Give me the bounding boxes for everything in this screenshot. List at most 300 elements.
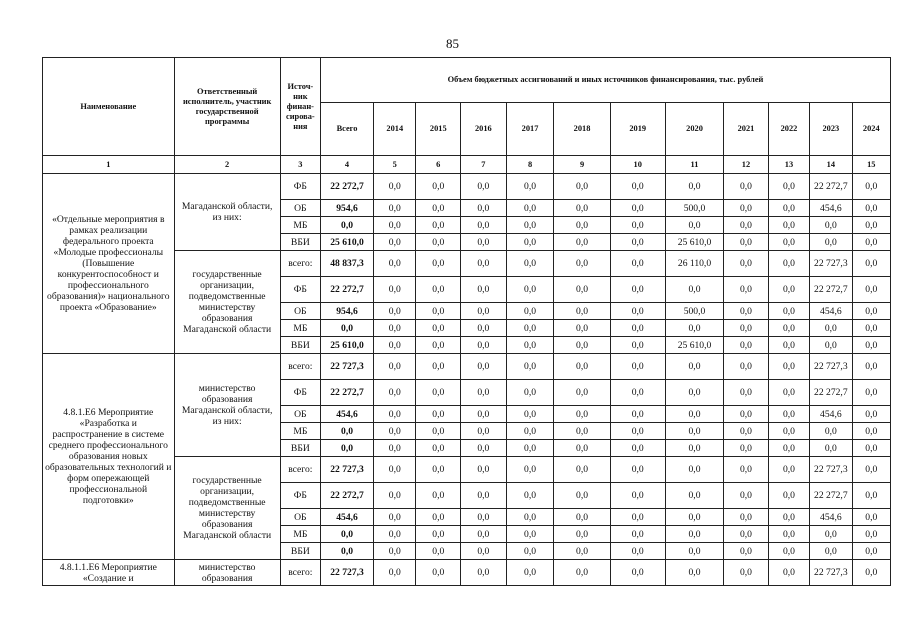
- year-value: 0,0: [506, 200, 554, 217]
- year-value: 0,0: [610, 337, 665, 354]
- year-value: 0,0: [416, 303, 461, 320]
- year-value: 0,0: [374, 440, 416, 457]
- year-value: 0,0: [374, 251, 416, 277]
- year-value: 0,0: [724, 560, 769, 586]
- year-value: 0,0: [852, 440, 890, 457]
- year-value: 22 272,7: [810, 483, 852, 509]
- year-value: 0,0: [724, 337, 769, 354]
- year-value: 0,0: [416, 337, 461, 354]
- year-value: 0,0: [724, 457, 769, 483]
- header-total: Всего: [321, 103, 374, 156]
- year-value: 0,0: [461, 217, 507, 234]
- year-value: 0,0: [852, 380, 890, 406]
- year-value: 0,0: [506, 174, 554, 200]
- year-value: 0,0: [374, 217, 416, 234]
- year-value: 0,0: [554, 457, 610, 483]
- year-value: 500,0: [665, 303, 723, 320]
- row-total: 0,0: [321, 440, 374, 457]
- year-value: 0,0: [554, 200, 610, 217]
- column-number: 7: [461, 156, 507, 174]
- row-total: 22 727,3: [321, 560, 374, 586]
- year-value: 0,0: [610, 457, 665, 483]
- row-total: 0,0: [321, 526, 374, 543]
- year-value: 0,0: [768, 406, 809, 423]
- year-value: 0,0: [374, 337, 416, 354]
- year-value: 0,0: [768, 440, 809, 457]
- row-total: 25 610,0: [321, 234, 374, 251]
- year-value: 0,0: [506, 423, 554, 440]
- year-value: 0,0: [852, 543, 890, 560]
- year-value: 0,0: [506, 406, 554, 423]
- row-total: 22 727,3: [321, 354, 374, 380]
- funding-source: всего:: [280, 354, 320, 380]
- year-value: 0,0: [610, 526, 665, 543]
- year-value: 0,0: [506, 526, 554, 543]
- year-value: 0,0: [610, 483, 665, 509]
- year-value: 0,0: [768, 217, 809, 234]
- funding-source: всего:: [280, 560, 320, 586]
- funding-source: ОБ: [280, 200, 320, 217]
- year-value: 0,0: [724, 380, 769, 406]
- year-value: 0,0: [665, 406, 723, 423]
- header-year: 2017: [506, 103, 554, 156]
- header-executor: Ответственный исполнитель, участник государственной программы: [174, 58, 280, 156]
- year-value: 0,0: [610, 174, 665, 200]
- funding-source: МБ: [280, 320, 320, 337]
- year-value: 0,0: [724, 543, 769, 560]
- funding-source: ОБ: [280, 303, 320, 320]
- year-value: 0,0: [610, 303, 665, 320]
- year-value: 0,0: [506, 354, 554, 380]
- year-value: 0,0: [665, 354, 723, 380]
- year-value: 0,0: [374, 320, 416, 337]
- year-value: 0,0: [852, 303, 890, 320]
- row-executor: министерство образования: [174, 560, 280, 586]
- year-value: 0,0: [461, 234, 507, 251]
- year-value: 0,0: [724, 509, 769, 526]
- row-total: 48 837,3: [321, 251, 374, 277]
- row-executor: государственные организации, подведомственные министерству образования Магаданской области: [174, 251, 280, 354]
- year-value: 500,0: [665, 200, 723, 217]
- column-number: 14: [810, 156, 852, 174]
- column-number: 1: [43, 156, 175, 174]
- year-value: 0,0: [768, 380, 809, 406]
- year-value: 0,0: [810, 440, 852, 457]
- row-name: «Отдельные мероприятия в рамках реализации федерального проекта «Молодые профессионалы (Повышение конкурентоспособност и профессионального образования)» национального проекта «Образование»: [43, 174, 175, 354]
- year-value: 0,0: [461, 406, 507, 423]
- year-value: 22 272,7: [810, 277, 852, 303]
- year-value: 0,0: [852, 174, 890, 200]
- year-value: 0,0: [768, 457, 809, 483]
- header-source: Источ-ник финан-сирова-ния: [280, 58, 320, 156]
- year-value: 22 272,7: [810, 174, 852, 200]
- year-value: 0,0: [554, 440, 610, 457]
- header-year: 2018: [554, 103, 610, 156]
- year-value: 0,0: [768, 251, 809, 277]
- year-value: 0,0: [768, 303, 809, 320]
- year-value: 0,0: [768, 337, 809, 354]
- row-name: 4.8.1.1.Е6 Мероприятие «Создание и: [43, 560, 175, 586]
- row-total: 954,6: [321, 303, 374, 320]
- year-value: 0,0: [768, 526, 809, 543]
- year-value: 0,0: [852, 509, 890, 526]
- year-value: 0,0: [768, 234, 809, 251]
- page-number: 85: [446, 36, 459, 51]
- year-value: 0,0: [665, 217, 723, 234]
- year-value: 0,0: [665, 320, 723, 337]
- year-value: 22 727,3: [810, 560, 852, 586]
- year-value: 0,0: [665, 277, 723, 303]
- year-value: 0,0: [852, 337, 890, 354]
- budget-table: [42, 57, 891, 586]
- year-value: 0,0: [665, 440, 723, 457]
- year-value: 0,0: [416, 423, 461, 440]
- column-number: 10: [610, 156, 665, 174]
- year-value: 0,0: [554, 303, 610, 320]
- year-value: 0,0: [810, 234, 852, 251]
- year-value: 0,0: [852, 526, 890, 543]
- year-value: 0,0: [506, 440, 554, 457]
- year-value: 0,0: [554, 483, 610, 509]
- funding-source: ВБИ: [280, 543, 320, 560]
- funding-source: ФБ: [280, 380, 320, 406]
- year-value: 0,0: [610, 560, 665, 586]
- funding-source: ВБИ: [280, 440, 320, 457]
- year-value: 0,0: [852, 423, 890, 440]
- year-value: 0,0: [852, 320, 890, 337]
- year-value: 0,0: [724, 320, 769, 337]
- year-value: 0,0: [461, 457, 507, 483]
- year-value: 0,0: [724, 483, 769, 509]
- header-name: Наименование: [43, 58, 175, 156]
- year-value: 0,0: [852, 483, 890, 509]
- year-value: 0,0: [506, 277, 554, 303]
- year-value: 0,0: [416, 509, 461, 526]
- year-value: 0,0: [724, 303, 769, 320]
- year-value: 0,0: [416, 200, 461, 217]
- year-value: 0,0: [610, 251, 665, 277]
- row-total: 22 272,7: [321, 174, 374, 200]
- year-value: 0,0: [461, 423, 507, 440]
- year-value: 0,0: [374, 200, 416, 217]
- column-number: 13: [768, 156, 809, 174]
- year-value: 0,0: [610, 543, 665, 560]
- year-value: 0,0: [506, 217, 554, 234]
- year-value: 0,0: [461, 543, 507, 560]
- year-value: 0,0: [461, 483, 507, 509]
- year-value: 0,0: [416, 354, 461, 380]
- year-value: 0,0: [554, 277, 610, 303]
- year-value: 0,0: [374, 457, 416, 483]
- year-value: 0,0: [416, 380, 461, 406]
- year-value: 0,0: [554, 406, 610, 423]
- year-value: 0,0: [724, 423, 769, 440]
- header-year: 2023: [810, 103, 852, 156]
- year-value: 0,0: [724, 217, 769, 234]
- year-value: 0,0: [810, 543, 852, 560]
- year-value: 0,0: [665, 423, 723, 440]
- year-value: 0,0: [852, 457, 890, 483]
- year-value: 0,0: [554, 543, 610, 560]
- row-executor: государственные организации, подведомственные министерству образования Магаданской области: [174, 457, 280, 560]
- year-value: 0,0: [610, 277, 665, 303]
- year-value: 0,0: [810, 337, 852, 354]
- year-value: 0,0: [461, 380, 507, 406]
- funding-source: ФБ: [280, 483, 320, 509]
- year-value: 0,0: [665, 174, 723, 200]
- header-year: 2016: [461, 103, 507, 156]
- funding-source: МБ: [280, 217, 320, 234]
- year-value: 0,0: [852, 200, 890, 217]
- year-value: 0,0: [416, 277, 461, 303]
- year-value: 0,0: [416, 440, 461, 457]
- column-number: 8: [506, 156, 554, 174]
- funding-source: ВБИ: [280, 337, 320, 354]
- year-value: 0,0: [768, 320, 809, 337]
- year-value: 0,0: [416, 457, 461, 483]
- funding-source: ФБ: [280, 174, 320, 200]
- year-value: 22 727,3: [810, 251, 852, 277]
- row-executor: Магаданской области, из них:: [174, 174, 280, 251]
- year-value: 0,0: [461, 277, 507, 303]
- year-value: 0,0: [506, 457, 554, 483]
- column-number: 2: [174, 156, 280, 174]
- year-value: 0,0: [374, 543, 416, 560]
- year-value: 0,0: [554, 174, 610, 200]
- header-year: 2024: [852, 103, 890, 156]
- year-value: 22 727,3: [810, 354, 852, 380]
- year-value: 0,0: [374, 277, 416, 303]
- row-total: 0,0: [321, 217, 374, 234]
- header-year: 2022: [768, 103, 809, 156]
- year-value: 0,0: [724, 406, 769, 423]
- year-value: 0,0: [461, 251, 507, 277]
- year-value: 0,0: [506, 303, 554, 320]
- year-value: 0,0: [810, 526, 852, 543]
- year-value: 0,0: [610, 217, 665, 234]
- funding-source: МБ: [280, 423, 320, 440]
- row-total: 0,0: [321, 543, 374, 560]
- year-value: 454,6: [810, 406, 852, 423]
- header-year: 2014: [374, 103, 416, 156]
- row-executor: министерство образования Магаданской области, из них:: [174, 354, 280, 457]
- year-value: 0,0: [768, 560, 809, 586]
- year-value: 0,0: [416, 406, 461, 423]
- header-year: 2021: [724, 103, 769, 156]
- year-value: 454,6: [810, 303, 852, 320]
- row-total: 22 727,3: [321, 457, 374, 483]
- year-value: 0,0: [461, 440, 507, 457]
- year-value: 0,0: [374, 406, 416, 423]
- year-value: 0,0: [374, 303, 416, 320]
- column-number: 11: [665, 156, 723, 174]
- table-row: [43, 560, 891, 586]
- column-number: 9: [554, 156, 610, 174]
- row-total: 22 272,7: [321, 380, 374, 406]
- year-value: 0,0: [610, 320, 665, 337]
- year-value: 0,0: [374, 526, 416, 543]
- year-value: 0,0: [724, 354, 769, 380]
- year-value: 0,0: [374, 483, 416, 509]
- funding-source: ОБ: [280, 509, 320, 526]
- year-value: 0,0: [768, 543, 809, 560]
- year-value: 0,0: [852, 406, 890, 423]
- row-total: 0,0: [321, 423, 374, 440]
- funding-source: ОБ: [280, 406, 320, 423]
- funding-source: всего:: [280, 251, 320, 277]
- year-value: 0,0: [374, 174, 416, 200]
- year-value: 0,0: [768, 200, 809, 217]
- row-total: 954,6: [321, 200, 374, 217]
- table-row: [43, 354, 891, 380]
- year-value: 0,0: [810, 217, 852, 234]
- year-value: 0,0: [506, 509, 554, 526]
- table-row: [43, 174, 891, 200]
- year-value: 454,6: [810, 509, 852, 526]
- year-value: 0,0: [506, 483, 554, 509]
- year-value: 0,0: [554, 423, 610, 440]
- year-value: 0,0: [416, 560, 461, 586]
- year-value: 0,0: [852, 277, 890, 303]
- year-value: 25 610,0: [665, 337, 723, 354]
- year-value: 0,0: [416, 320, 461, 337]
- year-value: 0,0: [665, 560, 723, 586]
- year-value: 0,0: [665, 483, 723, 509]
- year-value: 0,0: [768, 423, 809, 440]
- year-value: 0,0: [374, 509, 416, 526]
- year-value: 0,0: [461, 200, 507, 217]
- funding-source: ВБИ: [280, 234, 320, 251]
- year-value: 0,0: [461, 354, 507, 380]
- header-funding-title: Объем бюджетных ассигнований и иных источников финансирования, тыс. рублей: [321, 58, 891, 103]
- year-value: 0,0: [610, 234, 665, 251]
- column-number: 4: [321, 156, 374, 174]
- year-value: 0,0: [374, 354, 416, 380]
- year-value: 0,0: [506, 380, 554, 406]
- year-value: 0,0: [461, 509, 507, 526]
- year-value: 0,0: [506, 337, 554, 354]
- year-value: 25 610,0: [665, 234, 723, 251]
- year-value: 0,0: [665, 380, 723, 406]
- year-value: 0,0: [810, 423, 852, 440]
- header-year: 2020: [665, 103, 723, 156]
- year-value: 0,0: [665, 543, 723, 560]
- year-value: 0,0: [461, 526, 507, 543]
- year-value: 0,0: [810, 320, 852, 337]
- year-value: 0,0: [506, 234, 554, 251]
- year-value: 0,0: [554, 337, 610, 354]
- column-number: 3: [280, 156, 320, 174]
- year-value: 0,0: [665, 457, 723, 483]
- year-value: 454,6: [810, 200, 852, 217]
- year-value: 0,0: [461, 320, 507, 337]
- year-value: 0,0: [852, 560, 890, 586]
- year-value: 0,0: [554, 509, 610, 526]
- year-value: 0,0: [461, 174, 507, 200]
- year-value: 0,0: [374, 380, 416, 406]
- year-value: 0,0: [768, 483, 809, 509]
- year-value: 0,0: [724, 251, 769, 277]
- year-value: 0,0: [610, 406, 665, 423]
- year-value: 0,0: [506, 320, 554, 337]
- year-value: 0,0: [724, 174, 769, 200]
- year-value: 0,0: [374, 423, 416, 440]
- year-value: 0,0: [416, 543, 461, 560]
- year-value: 0,0: [724, 200, 769, 217]
- year-value: 0,0: [461, 303, 507, 320]
- year-value: 0,0: [554, 217, 610, 234]
- year-value: 0,0: [554, 526, 610, 543]
- year-value: 0,0: [554, 234, 610, 251]
- year-value: 0,0: [768, 277, 809, 303]
- year-value: 0,0: [554, 560, 610, 586]
- year-value: 0,0: [554, 354, 610, 380]
- year-value: 0,0: [768, 354, 809, 380]
- column-number: 5: [374, 156, 416, 174]
- year-value: 0,0: [506, 251, 554, 277]
- year-value: 0,0: [461, 337, 507, 354]
- year-value: 0,0: [768, 174, 809, 200]
- year-value: 0,0: [724, 440, 769, 457]
- column-number: 12: [724, 156, 769, 174]
- year-value: 0,0: [724, 234, 769, 251]
- year-value: 0,0: [416, 251, 461, 277]
- year-value: 0,0: [506, 560, 554, 586]
- year-value: 0,0: [461, 560, 507, 586]
- year-value: 0,0: [724, 526, 769, 543]
- column-number: 6: [416, 156, 461, 174]
- year-value: 22 727,3: [810, 457, 852, 483]
- year-value: 0,0: [610, 509, 665, 526]
- year-value: 0,0: [665, 526, 723, 543]
- year-value: 0,0: [416, 174, 461, 200]
- funding-source: МБ: [280, 526, 320, 543]
- year-value: 0,0: [610, 440, 665, 457]
- year-value: 0,0: [554, 251, 610, 277]
- row-total: 22 272,7: [321, 483, 374, 509]
- year-value: 0,0: [768, 509, 809, 526]
- year-value: 0,0: [416, 234, 461, 251]
- funding-source: всего:: [280, 457, 320, 483]
- row-name: 4.8.1.Е6 Мероприятие «Разработка и распространение в системе среднего профессионального образования новых образовательных технологий и форм опережающей профессиональной подготовки»: [43, 354, 175, 560]
- year-value: 0,0: [554, 380, 610, 406]
- year-value: 0,0: [852, 354, 890, 380]
- year-value: 0,0: [665, 509, 723, 526]
- year-value: 0,0: [416, 526, 461, 543]
- row-total: 454,6: [321, 406, 374, 423]
- funding-source: ФБ: [280, 277, 320, 303]
- year-value: 0,0: [852, 217, 890, 234]
- year-value: 0,0: [852, 251, 890, 277]
- column-number: 15: [852, 156, 890, 174]
- year-value: 0,0: [374, 234, 416, 251]
- row-total: 0,0: [321, 320, 374, 337]
- header-year: 2015: [416, 103, 461, 156]
- year-value: 0,0: [416, 483, 461, 509]
- row-total: 22 272,7: [321, 277, 374, 303]
- year-value: 0,0: [724, 277, 769, 303]
- year-value: 22 272,7: [810, 380, 852, 406]
- year-value: 0,0: [610, 200, 665, 217]
- header-year: 2019: [610, 103, 665, 156]
- row-total: 25 610,0: [321, 337, 374, 354]
- year-value: 0,0: [610, 423, 665, 440]
- year-value: 0,0: [852, 234, 890, 251]
- year-value: 0,0: [506, 543, 554, 560]
- year-value: 0,0: [554, 320, 610, 337]
- year-value: 0,0: [610, 380, 665, 406]
- year-value: 26 110,0: [665, 251, 723, 277]
